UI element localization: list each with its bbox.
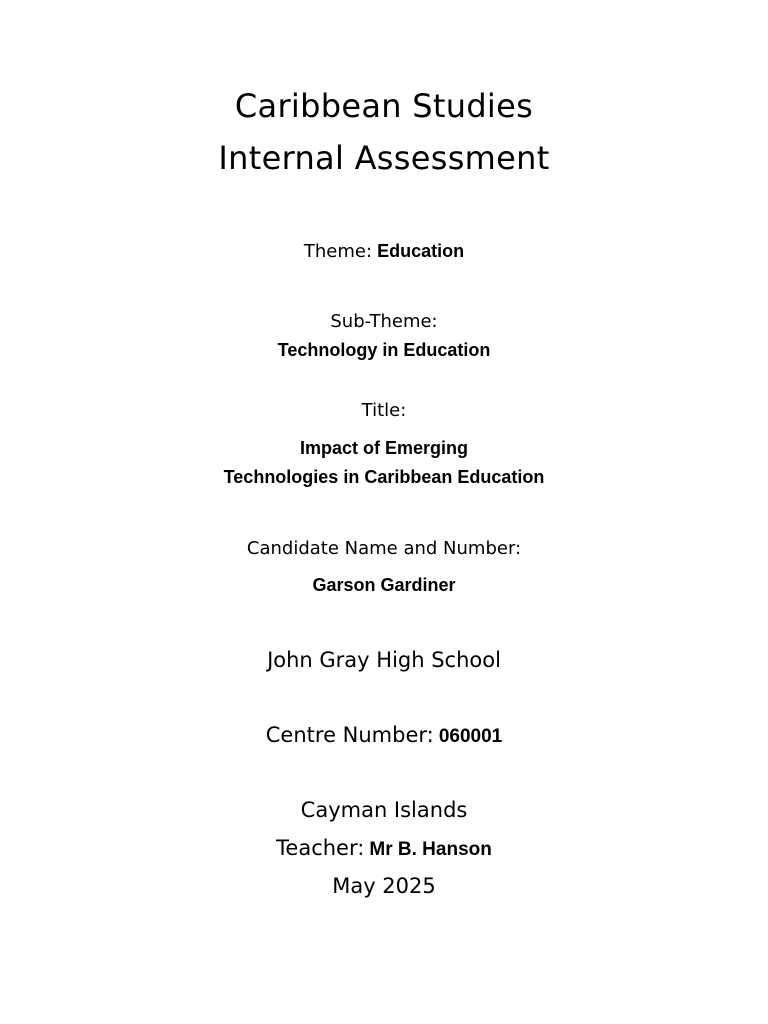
- candidate-label: Candidate Name and Number:: [246, 538, 522, 559]
- centre-number-row: [0, 725, 768, 746]
- teacher-label: Teacher:: [276, 836, 365, 860]
- document-title-line-2: Internal Assessment: [218, 139, 550, 177]
- teacher-row: [0, 838, 768, 859]
- submission-date: May 2025: [332, 874, 436, 898]
- theme-row: [0, 242, 768, 261]
- school-name: John Gray High School: [267, 648, 501, 672]
- theme-label: Theme:: [303, 241, 373, 262]
- teacher-name: Mr B. Hanson: [369, 839, 492, 860]
- country-name: Cayman Islands: [300, 798, 468, 822]
- document-title-line-1: Caribbean Studies: [234, 87, 534, 125]
- centre-number-value: 060001: [438, 726, 503, 747]
- centre-number-label: Centre Number:: [265, 723, 434, 747]
- title-value-line-1: Impact of Emerging: [299, 438, 469, 458]
- candidate-name: Garson Gardiner: [312, 575, 456, 595]
- sub-theme-value: Technology in Education: [277, 340, 491, 360]
- sub-theme-label: Sub-Theme:: [330, 311, 438, 332]
- theme-value: Education: [377, 241, 465, 261]
- title-label: Title:: [361, 400, 407, 421]
- title-value-line-2: Technologies in Caribbean Education: [223, 467, 545, 487]
